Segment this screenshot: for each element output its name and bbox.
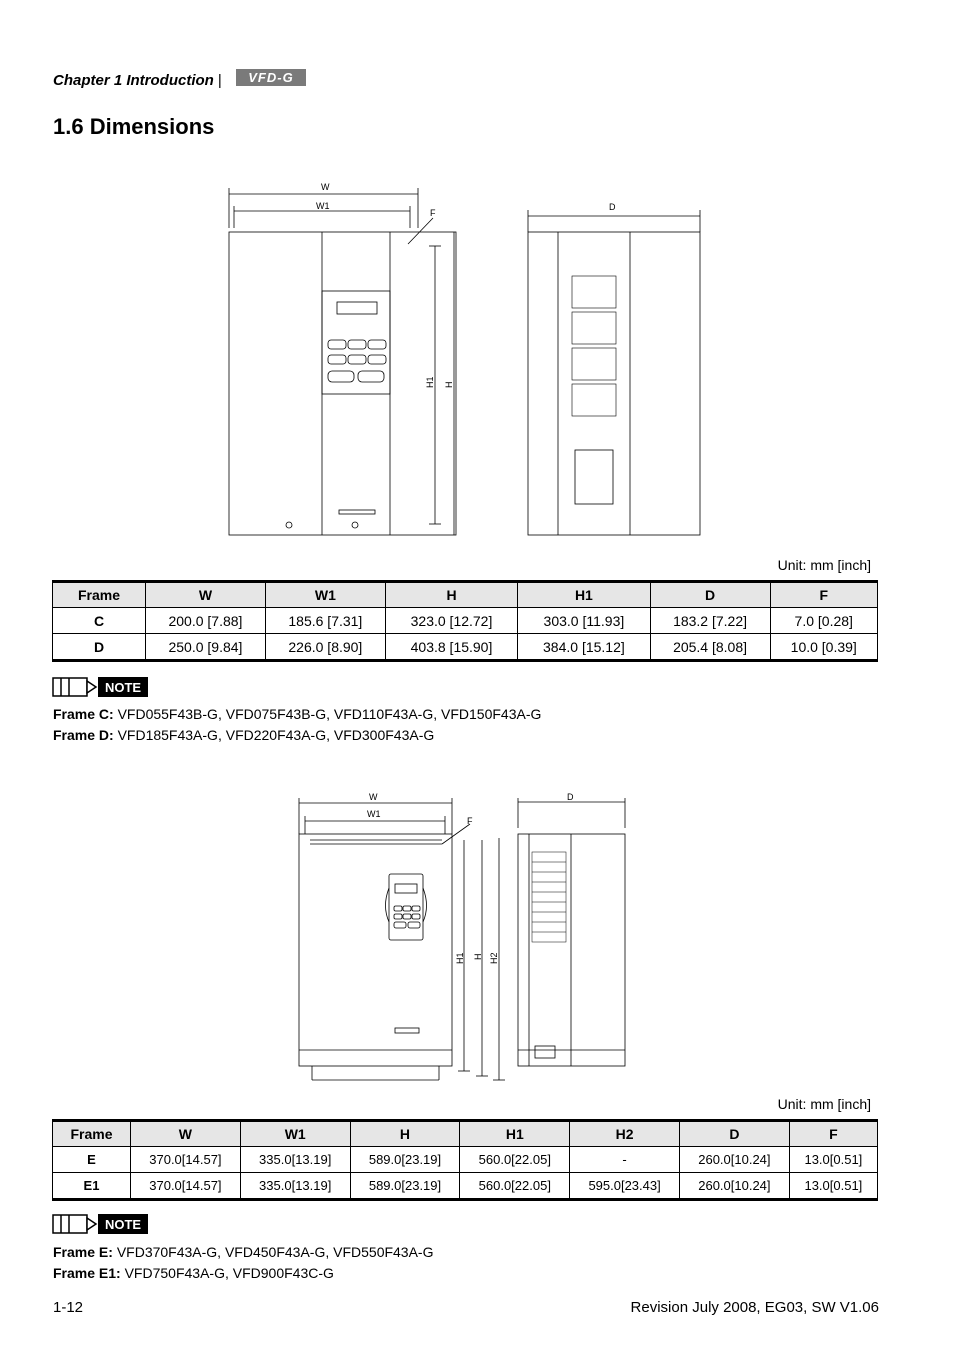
col-header: H [385, 582, 517, 608]
dim-label-w1: W1 [316, 201, 330, 211]
table-row [53, 1173, 878, 1200]
table-cell: 323.0 [12.72] [385, 608, 517, 634]
table2-unit: Unit: mm [inch] [777, 1096, 871, 1112]
dim-label-h: H [444, 381, 454, 388]
table1-unit: Unit: mm [inch] [777, 557, 871, 573]
table-cell: 10.0 [0.39] [770, 634, 878, 661]
table-cell: 226.0 [8.90] [265, 634, 385, 661]
note-badge: NOTE [104, 680, 142, 695]
frame-models: VFD750F43A-G, VFD900F43C-G [124, 1265, 334, 1281]
chapter-title: Chapter 1 Introduction [53, 72, 214, 89]
chapter-header [53, 72, 222, 89]
dim-label-w: W [321, 182, 330, 192]
col-header: H1 [460, 1121, 570, 1147]
col-header: D [650, 582, 770, 608]
table-cell: 200.0 [7.88] [146, 608, 266, 634]
col-header: Frame [53, 1121, 131, 1147]
col-header: Frame [53, 582, 146, 608]
col-header: W1 [265, 582, 385, 608]
col-header: W [131, 1121, 241, 1147]
table-row [53, 634, 878, 661]
frame-e-models [53, 1244, 434, 1260]
table-cell: 7.0 [0.28] [770, 608, 878, 634]
dim-label-d: D [567, 792, 574, 802]
table-cell: D [53, 634, 146, 661]
table-cell: 595.0[23.43] [570, 1173, 680, 1200]
table-cell: 403.8 [15.90] [385, 634, 517, 661]
dim-label-w: W [369, 792, 378, 802]
table-cell: 183.2 [7.22] [650, 608, 770, 634]
table-row [53, 1147, 878, 1173]
dim-label-w1: W1 [367, 809, 381, 819]
table-cell: 335.0[13.19] [240, 1147, 350, 1173]
frame-cd-drawing [220, 178, 710, 540]
frame-cd-table [52, 580, 878, 662]
dim-label-f: F [430, 208, 436, 218]
header-separator: | [217, 72, 222, 89]
dim-label-h1: H1 [455, 952, 465, 964]
table-cell: 260.0[10.24] [679, 1147, 789, 1173]
frame-c-models [53, 706, 541, 722]
col-header: D [679, 1121, 789, 1147]
table-cell: 250.0 [9.84] [146, 634, 266, 661]
table-cell: 13.0[0.51] [789, 1147, 877, 1173]
frame-label: Frame E1: [53, 1265, 121, 1281]
table-cell: 13.0[0.51] [789, 1173, 877, 1200]
table-cell: 589.0[23.19] [350, 1173, 460, 1200]
col-header: H2 [570, 1121, 680, 1147]
note-badge: NOTE [104, 1217, 142, 1232]
frame-label: Frame C: [53, 706, 114, 722]
col-header: W [146, 582, 266, 608]
dim-label-f: F [467, 816, 473, 826]
dim-label-h2: H2 [489, 952, 499, 964]
note-icon [52, 1213, 148, 1235]
frame-e-drawing [292, 788, 632, 1084]
section-title: 1.6 Dimensions [53, 114, 215, 139]
table-cell: 185.6 [7.31] [265, 608, 385, 634]
vfd-g-logo: VFD-G [236, 69, 306, 86]
table-cell: 589.0[23.19] [350, 1147, 460, 1173]
frame-label: Frame D: [53, 727, 114, 743]
frame-models: VFD370F43A-G, VFD450F43A-G, VFD550F43A-G [116, 1244, 434, 1260]
table-cell: 560.0[22.05] [460, 1173, 570, 1200]
col-header: H1 [518, 582, 650, 608]
dim-label-h: H [473, 953, 483, 960]
note-icon [52, 676, 148, 698]
table-cell: 370.0[14.57] [131, 1173, 241, 1200]
table-header-row [53, 1121, 878, 1147]
table-cell: 560.0[22.05] [460, 1147, 570, 1173]
frame-models: VFD055F43B-G, VFD075F43B-G, VFD110F43A-G, VFD150F43A-G [117, 706, 542, 722]
dim-label-d: D [609, 202, 616, 212]
table-cell: 205.4 [8.08] [650, 634, 770, 661]
col-header: H [350, 1121, 460, 1147]
dim-label-h1: H1 [425, 376, 435, 388]
table-cell: 384.0 [15.12] [518, 634, 650, 661]
table-cell: E [53, 1147, 131, 1173]
table-cell: 303.0 [11.93] [518, 608, 650, 634]
table-cell: C [53, 608, 146, 634]
frame-d-models [53, 727, 434, 743]
frame-e1-models [53, 1265, 334, 1281]
col-header: W1 [240, 1121, 350, 1147]
col-header: F [770, 582, 878, 608]
page-number: 1-12 [53, 1299, 84, 1316]
frame-e-table [52, 1119, 878, 1201]
revision-info: Revision July 2008, EG03, SW V1.06 [630, 1299, 879, 1316]
frame-label: Frame E: [53, 1244, 113, 1260]
table-header-row [53, 582, 878, 608]
table-cell: 260.0[10.24] [679, 1173, 789, 1200]
table-row [53, 608, 878, 634]
table-cell: 335.0[13.19] [240, 1173, 350, 1200]
table-cell: - [570, 1147, 680, 1173]
frame-models: VFD185F43A-G, VFD220F43A-G, VFD300F43A-G [117, 727, 435, 743]
table-cell: 370.0[14.57] [131, 1147, 241, 1173]
table-cell: E1 [53, 1173, 131, 1200]
col-header: F [789, 1121, 877, 1147]
